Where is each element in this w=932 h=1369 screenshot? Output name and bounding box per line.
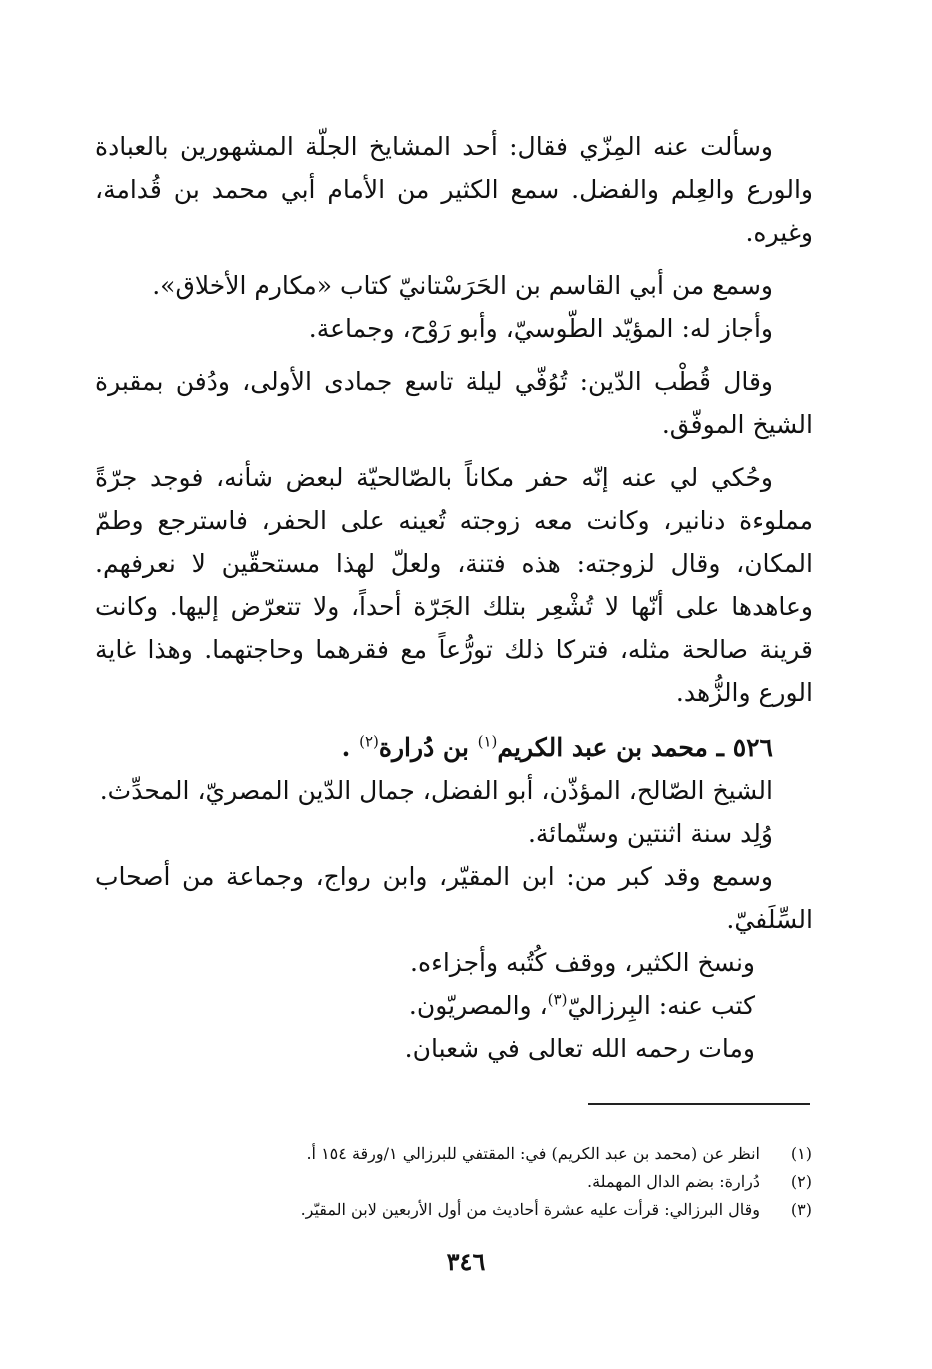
- paragraph-mizzi: وسألت عنه المِزّي فقال: أحد المشايخ الجلّة المشهورين بالعبادة والورع والعِلم والفضل. سمع الكثير من الأمام أبي محمد بن قُدامة، وغيره.: [95, 132, 813, 247]
- footnotes: [200, 1140, 812, 1224]
- footnote-number: (٣): [790, 1200, 812, 1219]
- bio-students-end: ، والمصريّون.: [408, 991, 548, 1020]
- paragraph-qutb-aldin: وقال قُطْب الدّين: تُوُفّي ليلة تاسع جمادى الأولى، ودُفن بمقبرة الشيخ الموفّق.: [95, 367, 813, 439]
- paragraph-anecdote: وحُكي لي عنه إنّه حفر مكاناً بالصّالحيّة لبعض شأنه، فوجد جرّةً مملوءة دنانير، وكانت معه زوجته تُعينه على الحفر، فاسترجع وطمّ المكان، وقال لزوجته: هذه فتنة، ولعلّ لهذا مستحقّين لا نعرفهم. وعاهدها على أنّها لا تُشْعِر بتلك الجَرّة أحداً، ولا تتعرّض إليها. وكانت قرينة صالحة مثله، فتركا ذلك تورُّعاً مع فقرهما وحاجتهما. وهذا غاية الورع والزُّهد.: [95, 463, 813, 707]
- footnote-number: (٢): [790, 1172, 812, 1191]
- entry-number: ٥٢٦: [732, 733, 773, 762]
- entry-name-part1: ـ محمد بن عبد الكريم: [497, 733, 724, 762]
- bio-birth: وُلِد سنة اثنتين وستّمائة.: [527, 819, 773, 848]
- page-number: ٣٤٦: [446, 1247, 486, 1276]
- footnote-item: [200, 1140, 812, 1168]
- entry-end: .: [341, 733, 351, 762]
- footnote-ref-1[interactable]: (١): [477, 732, 498, 751]
- footnote-ref-2[interactable]: (٢): [359, 732, 379, 751]
- paragraph-harastani: وسمع من أبي القاسم بن الحَرَسْتانيّ كتاب «مكارم الأخلاق».: [152, 271, 773, 300]
- footnote-ref-3[interactable]: (٣): [547, 990, 568, 1009]
- footnote-separator: [588, 1103, 810, 1105]
- entry-name-part2: بن دُرارة: [378, 733, 469, 762]
- footnote-item: [200, 1168, 812, 1196]
- page-body: [95, 125, 813, 1070]
- bio-students-text: كتب عنه: البِرزاليّ: [567, 991, 755, 1020]
- bio-teachers: وسمع وقد كبر من: ابن المقيّر، وابن رواج، وجماعة من أصحاب السِّلَفيّ.: [95, 862, 813, 934]
- entry-heading: [95, 726, 813, 769]
- footnote-item: [200, 1196, 812, 1224]
- bio-copying: ونسخ الكثير، ووقف كُتُبه وأجزاءه.: [410, 948, 755, 977]
- paragraph-ijaza: وأجاز له: المؤيّد الطّوسيّ، وأبو رَوْح، وجماعة.: [308, 314, 773, 343]
- footnote-text: انظر عن (محمد بن عبد الكريم) في: المقتفي للبرزالي ١/ورقة ١٥٤ أ.: [306, 1144, 760, 1163]
- footnote-text: وقال البرزالي: قرأت عليه عشرة أحاديث من أول الأربعين لابن المقيّر.: [300, 1200, 760, 1219]
- bio-titles: الشيخ الصّالح، المؤذّن، أبو الفضل، جمال الدّين المصريّ، المحدِّث.: [99, 776, 773, 805]
- footnote-text: دُرارة: بضم الدال المهملة.: [587, 1172, 760, 1191]
- bio-death: ومات رحمه الله تعالى في شعبان.: [404, 1034, 755, 1063]
- bio-students: [95, 984, 813, 1027]
- footnote-number: (١): [790, 1144, 812, 1163]
